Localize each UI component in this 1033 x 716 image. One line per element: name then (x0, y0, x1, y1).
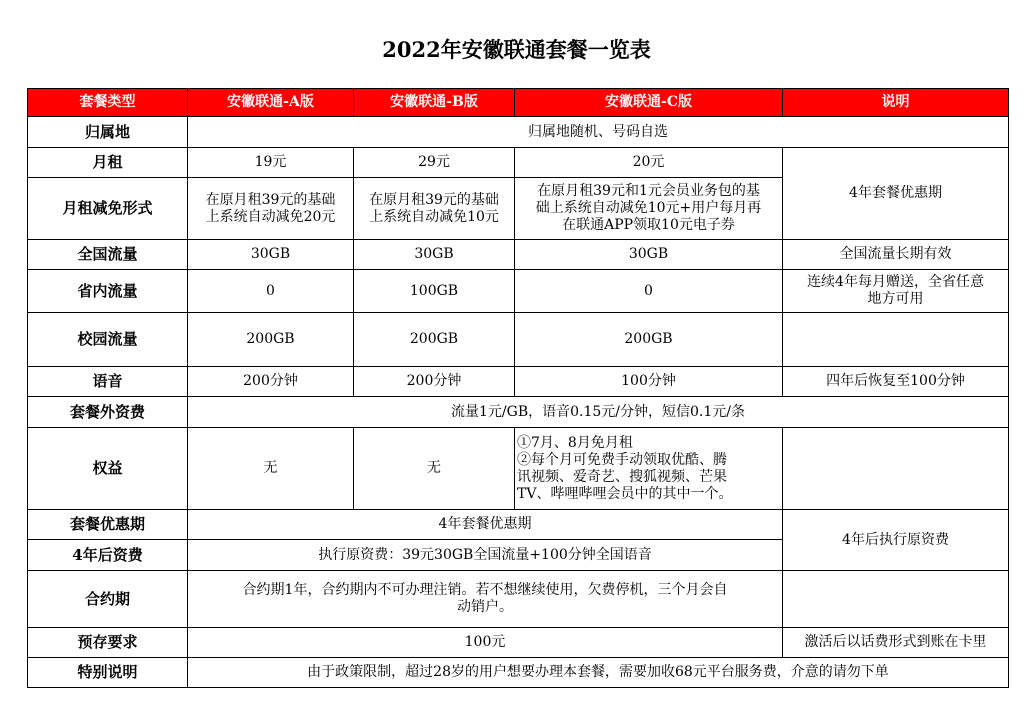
header-plan-b: 安徽联通-B版 (354, 89, 515, 117)
page-title: 2022年安徽联通套餐一览表 (382, 37, 651, 62)
contract-line: 合约期1年，合约期内不可办理注销。若不想继续使用，欠费停机，三个月会自 (242, 582, 728, 598)
promo-period-value: 4年套餐优惠期 (188, 510, 783, 540)
discount-c-line: 在联通APP领取10元电子券 (562, 217, 735, 233)
table-row (28, 571, 1009, 628)
discount-b-line: 在原月租39元的基础 (369, 191, 499, 208)
contract-value (188, 571, 783, 628)
province-note-line: 地方可用 (867, 291, 924, 307)
row-label-province-data: 省内流量 (28, 270, 188, 313)
after-4y-value: 执行原资费：39元30GB全国流量+100分钟全国语音 (188, 540, 783, 571)
rent-c: 20元 (515, 148, 783, 178)
row-label-special: 特别说明 (28, 658, 188, 688)
discount-b-line: 上系统自动减免10元 (369, 208, 499, 225)
row-label-benefits: 权益 (28, 428, 188, 510)
rent-discount-note: 4年套餐优惠期 (783, 148, 1009, 240)
voice-c: 100分钟 (515, 367, 783, 397)
table-header-row (28, 89, 1009, 117)
row-label-contract: 合约期 (28, 571, 188, 628)
row-label-prepay: 预存要求 (28, 628, 188, 658)
header-notes: 说明 (783, 89, 1009, 117)
table-row (28, 428, 1009, 510)
voice-a: 200分钟 (188, 367, 354, 397)
prepay-note: 激活后以话费形式到账在卡里 (783, 628, 1009, 658)
contract-note (783, 571, 1009, 628)
after-4y-note: 4年后执行原资费 (783, 510, 1009, 571)
benefits-note (783, 428, 1009, 510)
campus-data-note (783, 313, 1009, 367)
benefits-c-line: ②每个月可免费手动领取优酷、腾 (517, 451, 727, 468)
row-label-rent: 月租 (28, 148, 188, 178)
province-note-line: 连续4年每月赠送，全省任意 (807, 274, 984, 290)
special-value: 由于政策限制，超过28岁的用户想要办理本套餐，需要加收68元平台服务费，介意的请勿下单 (188, 658, 1009, 688)
benefits-a: 无 (188, 428, 354, 510)
location-value: 归属地随机、号码自选 (188, 117, 1009, 148)
prepay-value: 100元 (188, 628, 783, 658)
rent-a: 19元 (188, 148, 354, 178)
row-label-discount: 月租减免形式 (28, 178, 188, 240)
benefits-c-line: TV、哔哩哔哩会员中的其中一个。 (517, 485, 733, 502)
discount-c-line: 在原月租39元和1元会员业务包的基 (537, 183, 760, 199)
benefits-b: 无 (354, 428, 515, 510)
campus-data-c: 200GB (515, 313, 783, 367)
discount-c (515, 178, 783, 240)
discount-a-line: 在原月租39元的基础 (205, 191, 336, 208)
table-row (28, 148, 1009, 178)
province-data-a: 0 (188, 270, 354, 313)
table-row (28, 270, 1009, 313)
campus-data-b: 200GB (354, 313, 515, 367)
header-plan-a: 安徽联通-A版 (188, 89, 354, 117)
benefits-c-line: 讯视频、爱奇艺、搜狐视频、芒果 (517, 468, 727, 485)
row-label-after-4y: 4年后资费 (28, 540, 188, 571)
discount-a-line: 上系统自动减免20元 (205, 208, 336, 225)
row-label-national-data: 全国流量 (28, 240, 188, 270)
table-row (28, 628, 1009, 658)
discount-b (354, 178, 515, 240)
row-label-promo-period: 套餐优惠期 (28, 510, 188, 540)
contract-line: 动销户。 (457, 599, 513, 615)
row-label-campus-data: 校园流量 (28, 313, 188, 367)
province-data-c: 0 (515, 270, 783, 313)
overage-value: 流量1元/GB，语音0.15元/分钟，短信0.1元/条 (188, 397, 1009, 428)
header-plan-type: 套餐类型 (28, 89, 188, 117)
rent-b: 29元 (354, 148, 515, 178)
discount-a (188, 178, 354, 240)
national-data-b: 30GB (354, 240, 515, 270)
national-data-c: 30GB (515, 240, 783, 270)
table-row (28, 117, 1009, 148)
benefits-c-line: ①7月、8月免月租 (517, 434, 633, 451)
discount-c-line: 础上系统自动减免10元+用户每月再 (535, 200, 762, 216)
table-row (28, 367, 1009, 397)
row-label-voice: 语音 (28, 367, 188, 397)
table-row (28, 397, 1009, 428)
province-data-b: 100GB (354, 270, 515, 313)
table-row (28, 658, 1009, 688)
row-label-overage: 套餐外资费 (28, 397, 188, 428)
benefits-c (515, 428, 783, 510)
table-row (28, 510, 1009, 540)
national-data-note: 全国流量长期有效 (783, 240, 1009, 270)
plan-table (27, 88, 1009, 688)
province-data-note (783, 270, 1009, 313)
table-row (28, 240, 1009, 270)
voice-b: 200分钟 (354, 367, 515, 397)
voice-note: 四年后恢复至100分钟 (783, 367, 1009, 397)
campus-data-a: 200GB (188, 313, 354, 367)
national-data-a: 30GB (188, 240, 354, 270)
row-label-location: 归属地 (28, 117, 188, 148)
header-plan-c: 安徽联通-C版 (515, 89, 783, 117)
table-row (28, 313, 1009, 367)
